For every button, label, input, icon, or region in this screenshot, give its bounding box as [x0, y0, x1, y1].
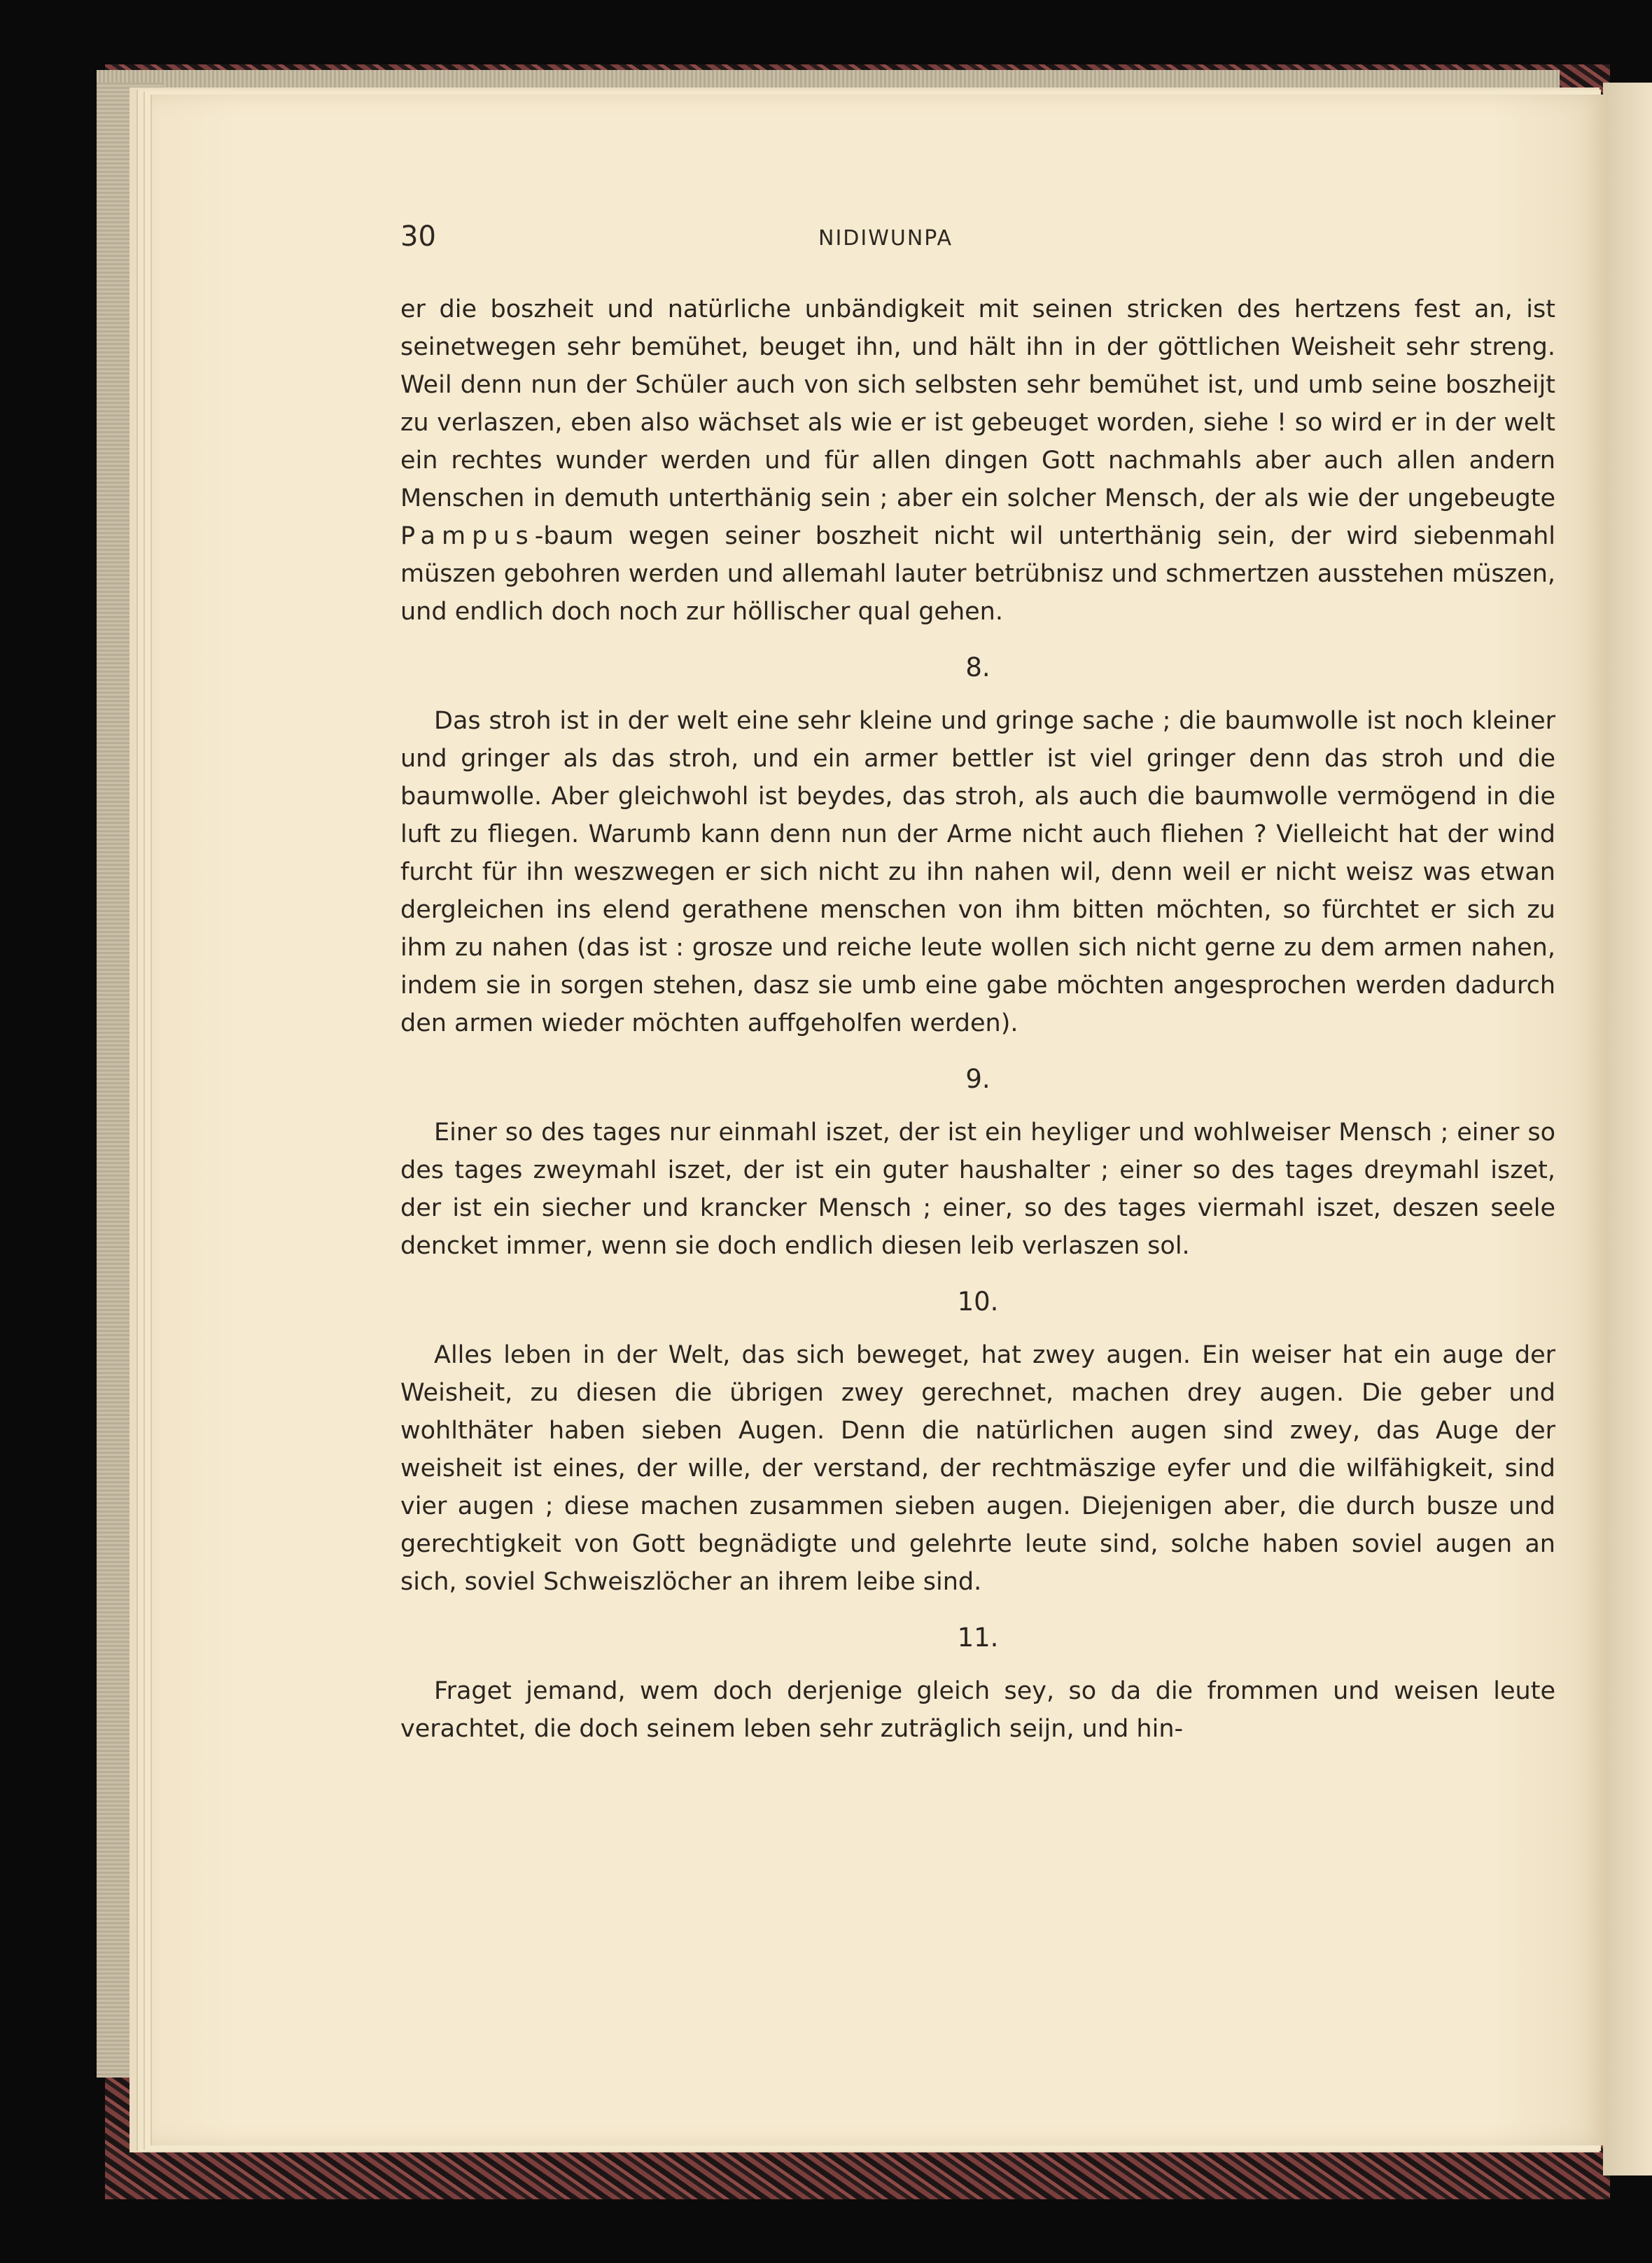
- section-number-8: 8.: [965, 652, 990, 682]
- paragraph-text-part: er die boszheit und natürliche unbändigkeit mit seinen stricken des hertzens fest an, ist seinetwegen sehr bemühet, beuget ihn, und hält ihn in der göttlichen Weisheit sehr streng. Weil denn nun der Schüler auch von sich selbsten sehr bemühet ist, und umb seine boszheijt zu verlaszen, eben also wächset als wie er ist gebeuget worden, siehe ! so wird er in der welt ein rechtes wunder werden und für allen dingen Gott nachmahls aber auch allen andern Menschen in demuth unterthänig sein ; aber ein solcher Mensch, der als wie der ungebeugte: [400, 295, 1555, 512]
- section-number-9: 9.: [965, 1064, 990, 1094]
- section-number-10: 10.: [957, 1287, 999, 1317]
- section-11-text: Fraget jemand, wem doch derjenige gleich sey, so da die frommen und weisen leute verachtet, die doch seinem leben sehr zuträglich seijn, und hin-: [400, 1677, 1555, 1743]
- paragraph-text-part: -baum wegen seiner boszheit nicht wil unterthänig sein, der wird siebenmahl müszen gebohren werden und allemahl lauter betrübnisz und schmertzen ausstehen müszen, und endlich doch noch zur höllischer qual gehen.: [400, 522, 1555, 626]
- page-number: 30: [400, 220, 436, 253]
- book-page: [150, 94, 1608, 2145]
- facing-page-edge: [1603, 83, 1652, 2176]
- section-10-text: Alles leben in der Welt, das sich beweget, hat zwey augen. Ein weiser hat ein auge der Weisheit, zu diesen die übrigen zwey gerechnet, machen drey augen. Die geber und wohlthäter haben sieben Augen. Denn die natürlichen augen sind zwey, das Auge der weisheit ist eines, der wille, der verstand, der rechtmäszige eyfer und die wilfähigkeit, sind vier augen ; diese machen zusammen sieben augen. Diejenigen aber, die durch busze und gerechtigkeit von Gott begnädigte und gelehrte leute sind, solche haben soviel augen an sich, soviel Schweiszlöcher an ihrem leibe sind.: [400, 1341, 1555, 1596]
- running-head: [152, 220, 1608, 262]
- letterspaced-word: Pampus: [400, 522, 535, 550]
- carryover-paragraph: [400, 290, 1555, 631]
- running-title: NIDIWUNPA: [818, 226, 953, 251]
- text-block: [400, 290, 1555, 1748]
- section-9-text: Einer so des tages nur einmahl iszet, der ist ein heyliger und wohlweiser Mensch ; einer so des tages zweymahl iszet, der ist ein guter haushalter ; einer so des tages dreymahl iszet, der ist ein siecher und krancker Mensch ; einer, so des tages viermahl iszet, deszen seele dencket immer, wenn sie doch endlich diesen leib verlaszen sol.: [400, 1119, 1555, 1260]
- section-number-11: 11.: [957, 1623, 999, 1653]
- section-8-text: Das stroh ist in der welt eine sehr kleine und gringe sache ; die baumwolle ist noch kleiner und gringer als das stroh, und ein armer bettler ist viel gringer denn das stroh und die baumwolle. Aber gleichwohl ist beydes, das stroh, als auch die baumwolle vermögend in die luft zu fliegen. Warumb kann denn nun der Arme nicht auch fliehen ? Vielleicht hat der wind furcht für ihn weszwegen er sich nicht zu ihn nahen wil, denn weil er nicht weisz was etwan dergleichen ins elend gerathene menschen von ihm bitten möchten, so fürchtet er sich zu ihm zu nahen (das ist : grosze und reiche leute wollen sich nicht gerne zu dem armen nahen, indem sie in sorgen stehen, dasz sie umb eine gabe möchten angesprochen werden dadurch den armen wieder möchten auffgeholfen werden).: [400, 707, 1555, 1037]
